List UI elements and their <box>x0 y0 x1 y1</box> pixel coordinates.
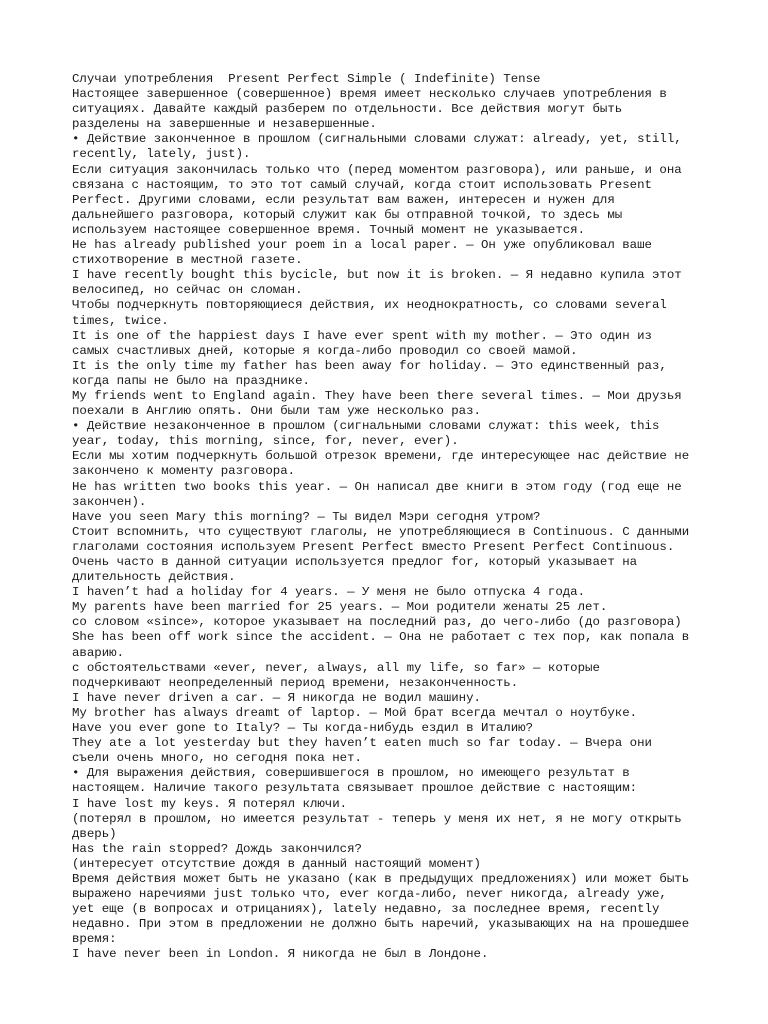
text-line: используем настоящее совершенное время. Точный момент не указывается. <box>72 222 586 237</box>
text-line: Время действия может быть не указано (как в предыдущих предложениях) или может быть <box>72 871 690 886</box>
text-line: когда папы не было на празднике. <box>72 373 310 388</box>
text-line: • Для выражения действия, совершившегося в прошлом, но имеющего результат в <box>72 766 630 781</box>
text-line: выражено наречиями just только что, ever когда-либо, never никогда, already уже, <box>72 887 667 902</box>
text-line: стихотворение в местной газете. <box>72 253 303 268</box>
text-line: съели очень много, но сегодня пока нет. <box>72 751 362 766</box>
text-line: (интересует отсутствие дождя в данный настоящий момент) <box>72 856 481 871</box>
text-line: дверь) <box>72 826 117 841</box>
text-line: Очень часто в данной ситуации используется предлог for, который указывает на <box>72 555 638 569</box>
text-line: yet еще (в вопросах и отрицаниях), lately недавно, за последнее время, recently <box>72 902 660 917</box>
text-line: Если ситуация закончилась только что (перед моментом разговора), или раньше, и она <box>72 162 682 177</box>
text-line: • Действие незаконченное в прошлом (сигнальными словами служат: this week, this <box>72 419 660 434</box>
text-line: They ate a lot yesterday but they haven’t eaten much so far today. — Вчера они <box>72 736 652 751</box>
text-line: Have you seen Mary this morning? — Ты видел Мэри сегодня утром? <box>72 509 541 524</box>
text-line: время: <box>72 932 117 947</box>
text-line: аварию. <box>72 645 125 660</box>
text-line: I haven’t had a holiday for 4 years. — У меня не было отпуска 4 года. <box>72 585 586 600</box>
text-line: разделены на завершенные и незавершенные. <box>72 117 377 132</box>
text-line: самых счастливых дней, которые я когда-либо проводил со своей мамой. <box>72 343 578 358</box>
text-line: связана с настоящим, то это тот самый случай, когда стоит использовать Present <box>72 177 652 192</box>
text-line: ситуациях. Давайте каждый разберем по отдельности. Все действия могут быть <box>72 102 623 117</box>
document-title: Случаи употребления Present Perfect Simple ( Indefinite) Tense <box>72 72 541 86</box>
text-line: She has been off work since the accident. — Она не работает с тех пор, как попала в <box>72 630 690 645</box>
text-line: Has the rain stopped? Дождь закончился? <box>72 841 362 856</box>
text-line: закончено к моменту разговора. <box>72 464 296 479</box>
text-line: I have recently bought this bycicle, but now it is broken. — Я недавно купила этот <box>72 268 682 283</box>
text-line: велосипед, но сейчас он сломан. <box>72 283 303 298</box>
text-line: year, today, this morning, since, for, never, ever). <box>72 434 459 449</box>
text-line: с обстоятельствами «ever, never, always, all my life, so far» — которые <box>72 660 600 675</box>
text-line: I have never driven a car. — Я никогда не водил машину. <box>72 690 481 705</box>
text-line: It is one of the happiest days I have ever spent with my mother. — Это один из <box>72 328 652 343</box>
text-line: поехали в Англию опять. Они были там уже несколько раз. <box>72 404 481 419</box>
text-line: со словом «since», которое указывает на последний раз, до чего-либо (до разговора) <box>72 615 682 630</box>
text-line: длительность действия. <box>72 570 236 585</box>
text-line: Have you ever gone to Italy? — Ты когда-нибудь ездил в Италию? <box>72 721 534 736</box>
document-page <box>72 72 696 963</box>
text-line: закончен). <box>72 494 147 509</box>
text-line: подчеркивают неопределенный период времени, незаконченность. <box>72 675 519 690</box>
text-line: Настоящее завершенное (совершенное) время имеет несколько случаев употребления в <box>72 87 667 102</box>
text-line: Стоит вспомнить, что существуют глаголы, не употребляющиеся в Continuous. С данными <box>72 524 690 539</box>
text-line: He has already published your poem in a local paper. — Он уже опубликовал ваше <box>72 238 652 253</box>
text-line: I have never been in London. Я никогда не был в Лондоне. <box>72 947 489 962</box>
text-line: Чтобы подчеркнуть повторяющиеся действия, их неоднократность, со словами several <box>72 298 667 313</box>
text-line: настоящем. Наличие такого результата связывает прошлое действие с настоящим: <box>72 781 638 796</box>
text-line: Perfect. Другими словами, если результат вам важен, интересен и нужен для <box>72 192 615 207</box>
text-line: recently, lately, just). <box>72 147 251 162</box>
text-line: times, twice. <box>72 313 169 328</box>
text-line: дальнейшего разговора, который служит как бы отправной точкой, то здесь мы <box>72 207 623 222</box>
text-line: My friends went to England again. They have been there several times. — Мои друзья <box>72 388 682 403</box>
text-line: It is the only time my father has been away for holiday. — Это единственный раз, <box>72 358 667 373</box>
text-line: I have lost my keys. Я потерял ключи. <box>72 796 348 811</box>
text-line: My brother has always dreamt of laptop. — Мой брат всегда мечтал о ноутбуке. <box>72 705 638 720</box>
text-line: He has written two books this year. — Он написал две книги в этом году (год еще не <box>72 479 682 494</box>
text-line: • Действие законченное в прошлом (сигнальными словами служат: already, yet, still, <box>72 132 682 147</box>
text-line: My parents have been married for 25 years. — Мои родители женаты 25 лет. <box>72 600 608 615</box>
text-line: Если мы хотим подчеркнуть большой отрезок времени, где интересующее нас действие не <box>72 449 690 464</box>
text-line: глаголами состояния используем Present Perfect вместо Present Perfect Continuous. <box>72 539 675 554</box>
text-line: недавно. При этом в предложении не должно быть наречий, указывающих на на прошедшее <box>72 917 690 932</box>
text-line: (потерял в прошлом, но имеется результат - теперь у меня их нет, я не могу открыть <box>72 811 682 826</box>
